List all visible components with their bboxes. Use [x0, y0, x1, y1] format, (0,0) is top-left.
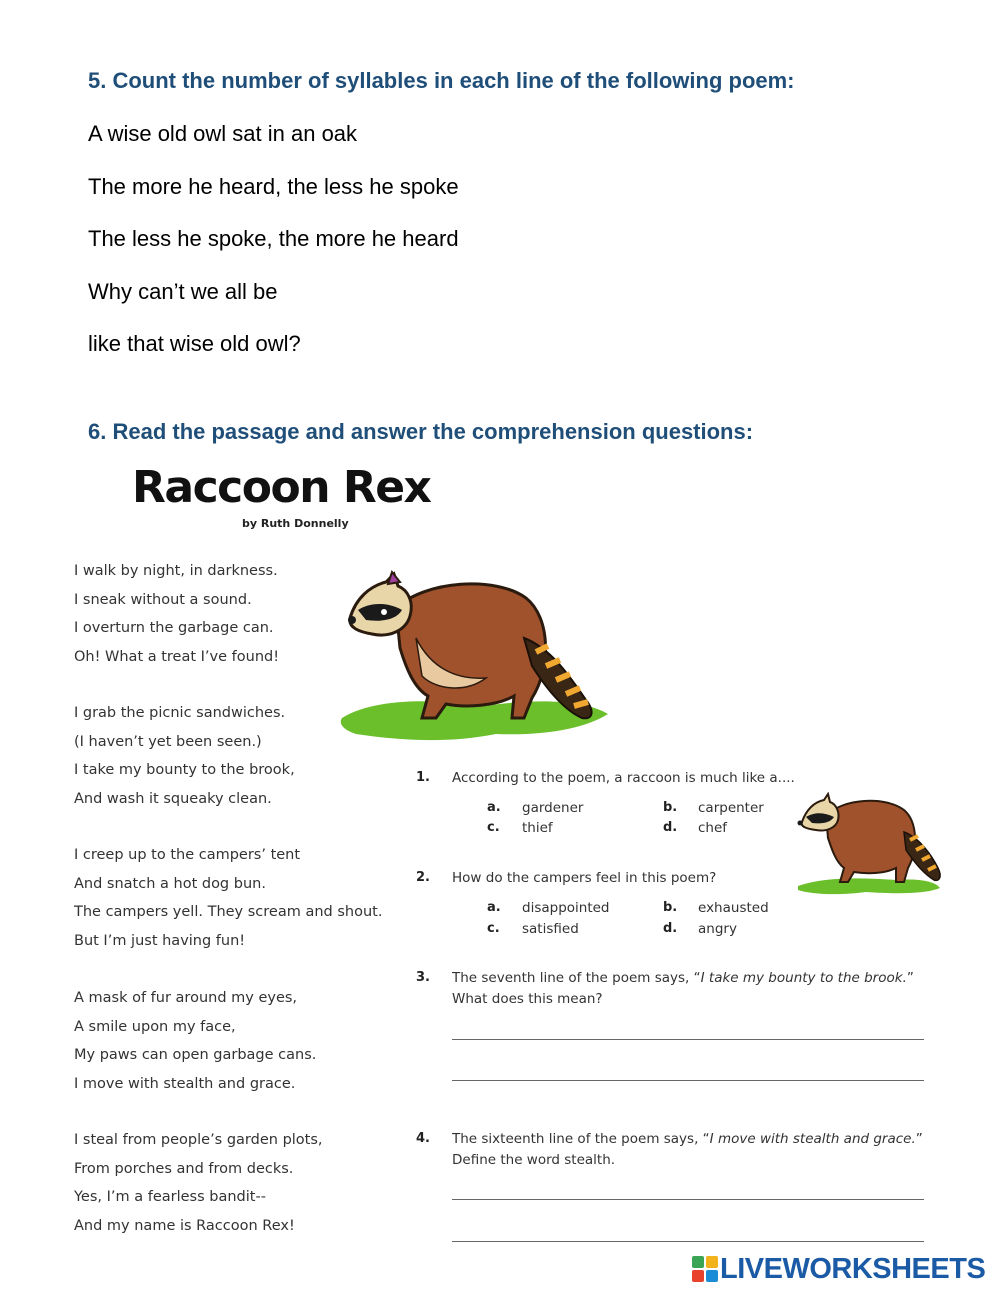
logo-text: LIVEWORKSHEETS — [720, 1252, 986, 1285]
q1-option-a[interactable]: gardener — [522, 800, 584, 816]
rex-line-10: And snatch a hot dog bun. — [74, 876, 266, 892]
question-3-number: 3. — [416, 970, 430, 985]
rex-line-14: A smile upon my face, — [74, 1019, 236, 1035]
rex-line-19: Yes, I’m a fearless bandit-- — [74, 1189, 266, 1205]
q2-option-b[interactable]: exhausted — [698, 900, 769, 916]
q2-option-d[interactable]: angry — [698, 921, 737, 937]
question-2-text: How do the campers feel in this poem? — [452, 870, 717, 886]
question-3-text: The seventh line of the poem says, “I take my bounty to the brook.” — [452, 970, 914, 986]
q2-option-b-letter: b. — [663, 900, 678, 915]
owl-poem-line-5: like that wise old owl? — [88, 331, 301, 356]
small-raccoon-illustration — [796, 792, 942, 896]
q1-option-b-letter: b. — [663, 800, 678, 815]
q2-option-d-letter: d. — [663, 921, 678, 936]
rex-line-3: I overturn the garbage can. — [74, 620, 274, 636]
rex-line-17: I steal from people’s garden plots, — [74, 1132, 323, 1148]
q1-option-c[interactable]: thief — [522, 820, 553, 836]
rex-line-9: I creep up to the campers’ tent — [74, 847, 301, 863]
owl-poem-line-1: A wise old owl sat in an oak — [88, 121, 358, 146]
rex-line-4: Oh! What a treat I’ve found! — [74, 649, 280, 665]
liveworksheets-logo — [692, 1252, 985, 1286]
rex-line-16: I move with stealth and grace. — [74, 1076, 296, 1092]
poem-title: Raccoon Rex — [132, 462, 431, 513]
q1-option-c-letter: c. — [487, 820, 500, 835]
question-3-text-line-2: What does this mean? — [452, 991, 603, 1007]
question-4-text: The sixteenth line of the poem says, “I move with stealth and grace.” — [452, 1131, 923, 1147]
rex-line-13: A mask of fur around my eyes, — [74, 990, 298, 1006]
poem-byline: by Ruth Donnelly — [242, 517, 349, 530]
rex-line-18: From porches and from decks. — [74, 1161, 294, 1177]
question-4-number: 4. — [416, 1131, 430, 1146]
rex-line-8: And wash it squeaky clean. — [74, 791, 272, 807]
q4-answer-line-1[interactable] — [452, 1199, 924, 1200]
owl-poem-line-2: The more he heard, the less he spoke — [88, 174, 459, 199]
section-6-heading: 6. Read the passage and answer the comprehension questions: — [88, 419, 754, 444]
owl-poem-line-4: Why can’t we all be — [88, 279, 278, 304]
q1-option-d[interactable]: chef — [698, 820, 728, 836]
q2-option-c-letter: c. — [487, 921, 500, 936]
q3-answer-line-2[interactable] — [452, 1080, 924, 1081]
rex-line-6: (I haven’t yet been seen.) — [74, 734, 262, 750]
liveworksheets-logo-icon — [692, 1256, 718, 1282]
rex-line-12: But I’m just having fun! — [74, 933, 246, 949]
raccoon-illustration — [336, 568, 616, 748]
q1-option-a-letter: a. — [487, 800, 501, 815]
q1-option-b[interactable]: carpenter — [698, 800, 764, 816]
rex-line-20: And my name is Raccoon Rex! — [74, 1218, 295, 1234]
question-1-text: According to the poem, a raccoon is much like a.... — [452, 770, 795, 786]
rex-line-5: I grab the picnic sandwiches. — [74, 705, 286, 721]
rex-line-7: I take my bounty to the brook, — [74, 762, 295, 778]
question-1-number: 1. — [416, 770, 430, 785]
q1-option-d-letter: d. — [663, 820, 678, 835]
q2-option-a-letter: a. — [487, 900, 501, 915]
rex-line-15: My paws can open garbage cans. — [74, 1047, 317, 1063]
q2-option-a[interactable]: disappointed — [522, 900, 610, 916]
rex-line-1: I walk by night, in darkness. — [74, 563, 278, 579]
owl-poem-line-3: The less he spoke, the more he heard — [88, 226, 459, 251]
q4-answer-line-2[interactable] — [452, 1241, 924, 1242]
rex-line-11: The campers yell. They scream and shout. — [74, 904, 383, 920]
q3-answer-line-1[interactable] — [452, 1039, 924, 1040]
question-4-text-line-2: Define the word stealth. — [452, 1152, 616, 1168]
rex-line-2: I sneak without a sound. — [74, 592, 252, 608]
section-5-heading: 5. Count the number of syllables in each line of the following poem: — [88, 68, 795, 93]
q2-option-c[interactable]: satisfied — [522, 921, 579, 937]
question-2-number: 2. — [416, 870, 430, 885]
